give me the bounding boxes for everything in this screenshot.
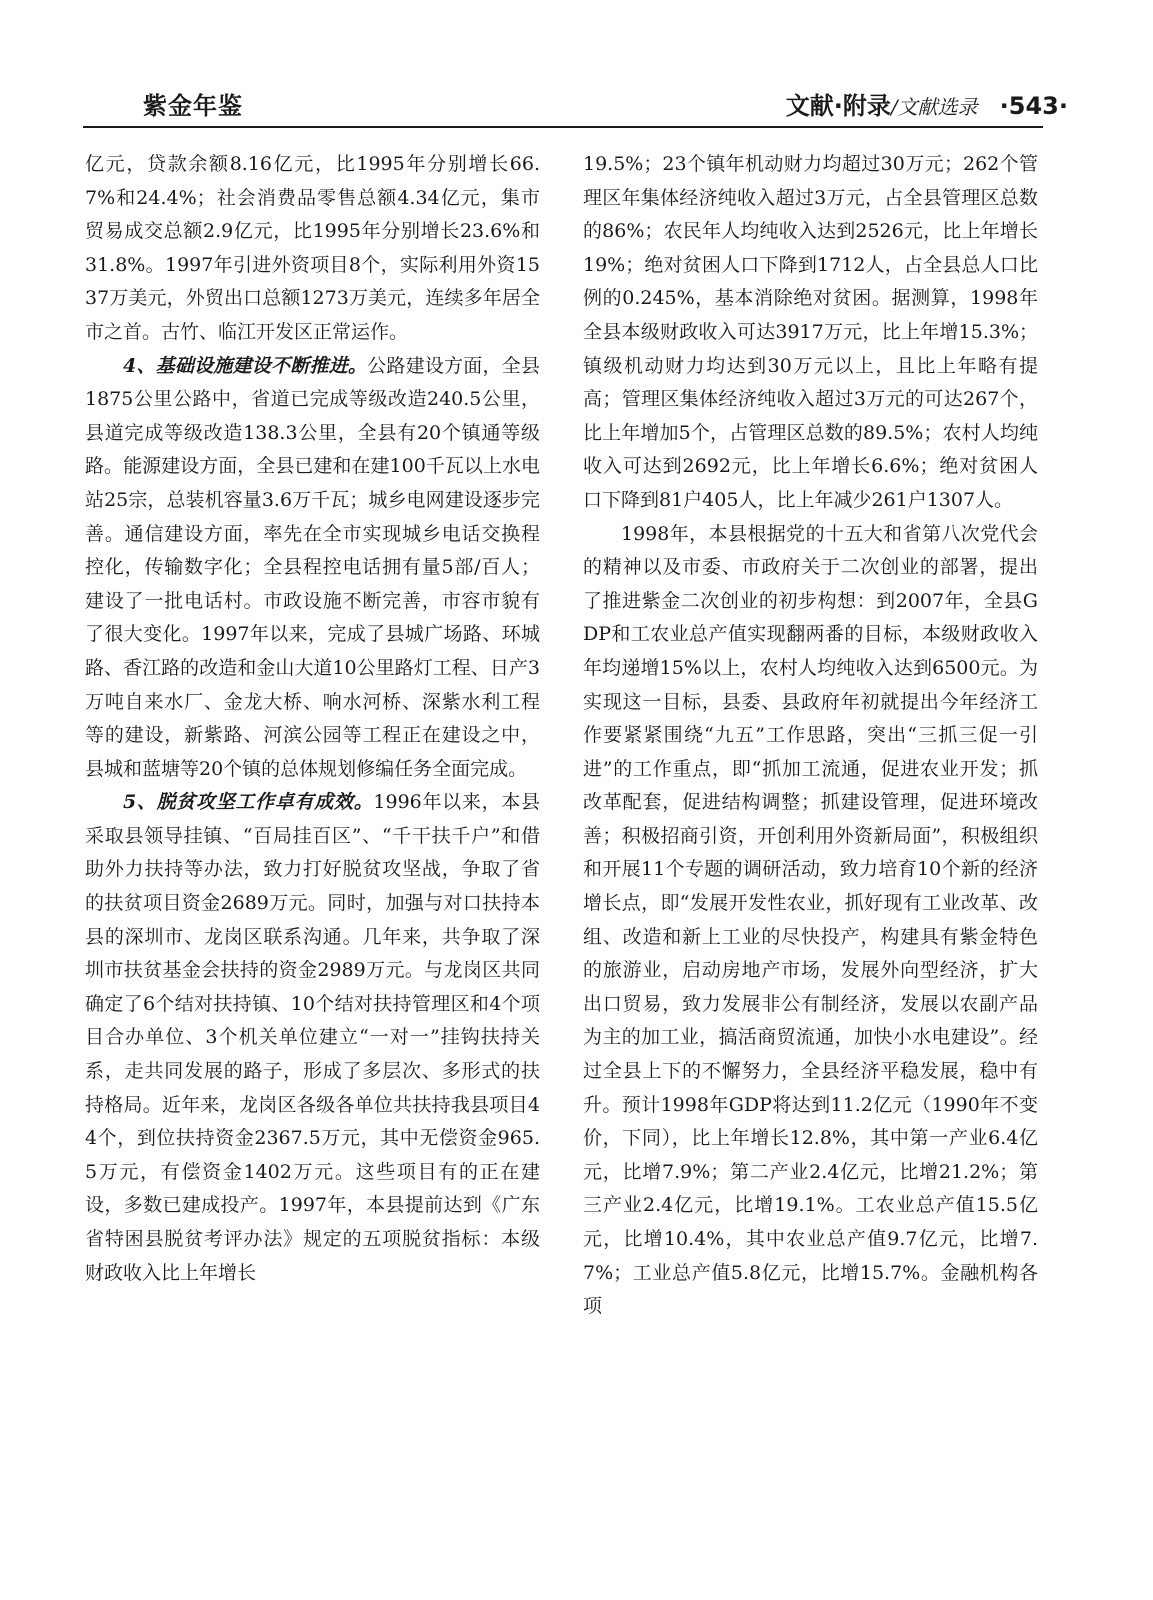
right-paragraph-1: 19.5%；23个镇年机动财力均超过30万元；262个管理区年集体经济纯收入超过3万元，占全县管理区总数的86%；农民年人均纯收入达到2526元，比上年增长19%；绝对贫困人口下降到1712人，占全县总人口比例的0.245%，基本消除绝对贫困。据测算，1998年全县本级财政收入可达3917万元，比上年增15.3%；镇级机动财力均达到30万元以上，且比上年略有提高；管理区集体经济纯收入超过3万元的可达267个，比上年增加5个，占管理区总数的89.5%；农村人均纯收入可达到2692元，比上年增长6.6%；绝对贫困人口下降到81户405人，比上年减少261户1307人。 (583, 153, 1038, 511)
right-paragraph-2: 1998年，本县根据党的十五大和省第八次党代会的精神以及市委、市政府关于二次创业的部署，提出了推进紫金二次创业的初步构想：到2007年，全县GDP和工农业总产值实现翻两番的目标，本级财政收入年均递增15%以上，农村人均纯收入达到6500元。为实现这一目标，县委、县政府年初就提出今年经济工作要紧紧围绕“九五”工作思路，突出“三抓三促一引进”的工作重点，即“抓加工流通，促进农业开发；抓改革配套，促进结构调整；抓建设管理，促进环境改善；积极招商引资，开创利用外资新局面”，积极组织和开展11个专题的调研活动，致力培育10个新的经济增长点，即“发展开发性农业，抓好现有工业改革、改组、改造和新上工业的尽快投产，构建具有紫金特色的旅游业，启动房地产市场，发展外向型经济，扩大出口贸易，致力发展非公有制经济，发展以农副产品为主的加工业，搞活商贸流通，加快小水电建设”。经过全县上下的不懈努力，全县经济平稳发展，稳中有升。预计1998年GDP将达到11.2亿元（1990年不变价，下同），比上年增长12.8%，其中第一产业6.4亿元，比增7.9%；第二产业2.4亿元，比增21.2%；第三产业2.4亿元，比增19.1%。工农业总产值15.5亿元，比增10.4%，其中农业总产值9.7亿元，比增7.7%；工业总产值5.8亿元，比增15.7%。金融机构各项 (583, 522, 1038, 1318)
right-column (583, 148, 1038, 1548)
left-paragraph-3-body: 1996年以来，本县采取县领导挂镇、“百局挂百区”、“千干扶千户”和借助外力扶持等办法，致力打好脱贫攻坚战，争取了省的扶贫项目资金2689万元。同时，加强与对口扶持本县的深圳市、龙岗区联系沟通。几年来，共争取了深圳市扶贫基金会扶持的资金2989万元。与龙岗区共同确定了6个结对扶持镇、10个结对扶持管理区和4个项目合办单位、3个机关单位建立“一对一”挂钩扶持关系，走共同发展的路子，形成了多层次、多形式的扶持格局。近年来，龙岗区各级各单位共扶持我县项目44个，到位扶持资金2367.5万元，其中无偿资金965.5万元，有偿资金1402万元。这些项目有的正在建设，多数已建成投产。1997年，本县提前达到《广东省特困县脱贫考评办法》规定的五项脱贫指标：本级财政收入比上年增长 (85, 791, 540, 1284)
section-heading-poverty: 5、脱贫攻坚工作卓有成效。 (123, 791, 374, 814)
left-column (85, 148, 540, 1548)
left-paragraph-2-body: 公路建设方面，全县1875公里公路中，省道已完成等级改造240.5公里，县道完成等级改造138.3公里，全县有20个镇通等级路。能源建设方面，全县已建和在建100千瓦以上水电站25宗，总装机容量3.6万千瓦；城乡电网建设逐步完善。通信建设方面，率先在全市实现城乡电话交换程控化，传输数字化；全县程控电话拥有量5部/百人；建设了一批电话村。市政设施不断完善，市容市貌有了很大变化。1997年以来，完成了县城广场路、环城路、香江路的改造和金山大道10公里路灯工程、日产3万吨自来水厂、金龙大桥、响水河桥、深紫水利工程等的建设，新紫路、河滨公园等工程正在建设之中，县城和蓝塘等20个镇的总体规划修编任务全面完成。 (85, 354, 540, 780)
left-paragraph-2 (85, 350, 540, 787)
section-title: 文献·附录 (785, 92, 891, 120)
subsection-title: /文献选录 (890, 95, 978, 119)
header-rule (83, 126, 1043, 128)
page-number: ·543· (999, 92, 1068, 120)
book-title: 紫金年鉴 (143, 92, 243, 120)
left-paragraph-1: 亿元，贷款余额8.16亿元，比1995年分别增长66.7%和24.4%；社会消费品零售总额4.34亿元，集市贸易成交总额2.9亿元，比1995年分别增长23.6%和31.8%。1997年引进外资项目8个，实际利用外资1537万美元，外贸出口总额1273万美元，连续多年居全市之首。古竹、临江开发区正常运作。 (85, 153, 540, 343)
running-head (786, 86, 1068, 121)
left-paragraph-3 (85, 786, 540, 1290)
section-heading-infrastructure: 4、基础设施建设不断推进。 (123, 354, 368, 377)
page-header (83, 86, 1068, 126)
